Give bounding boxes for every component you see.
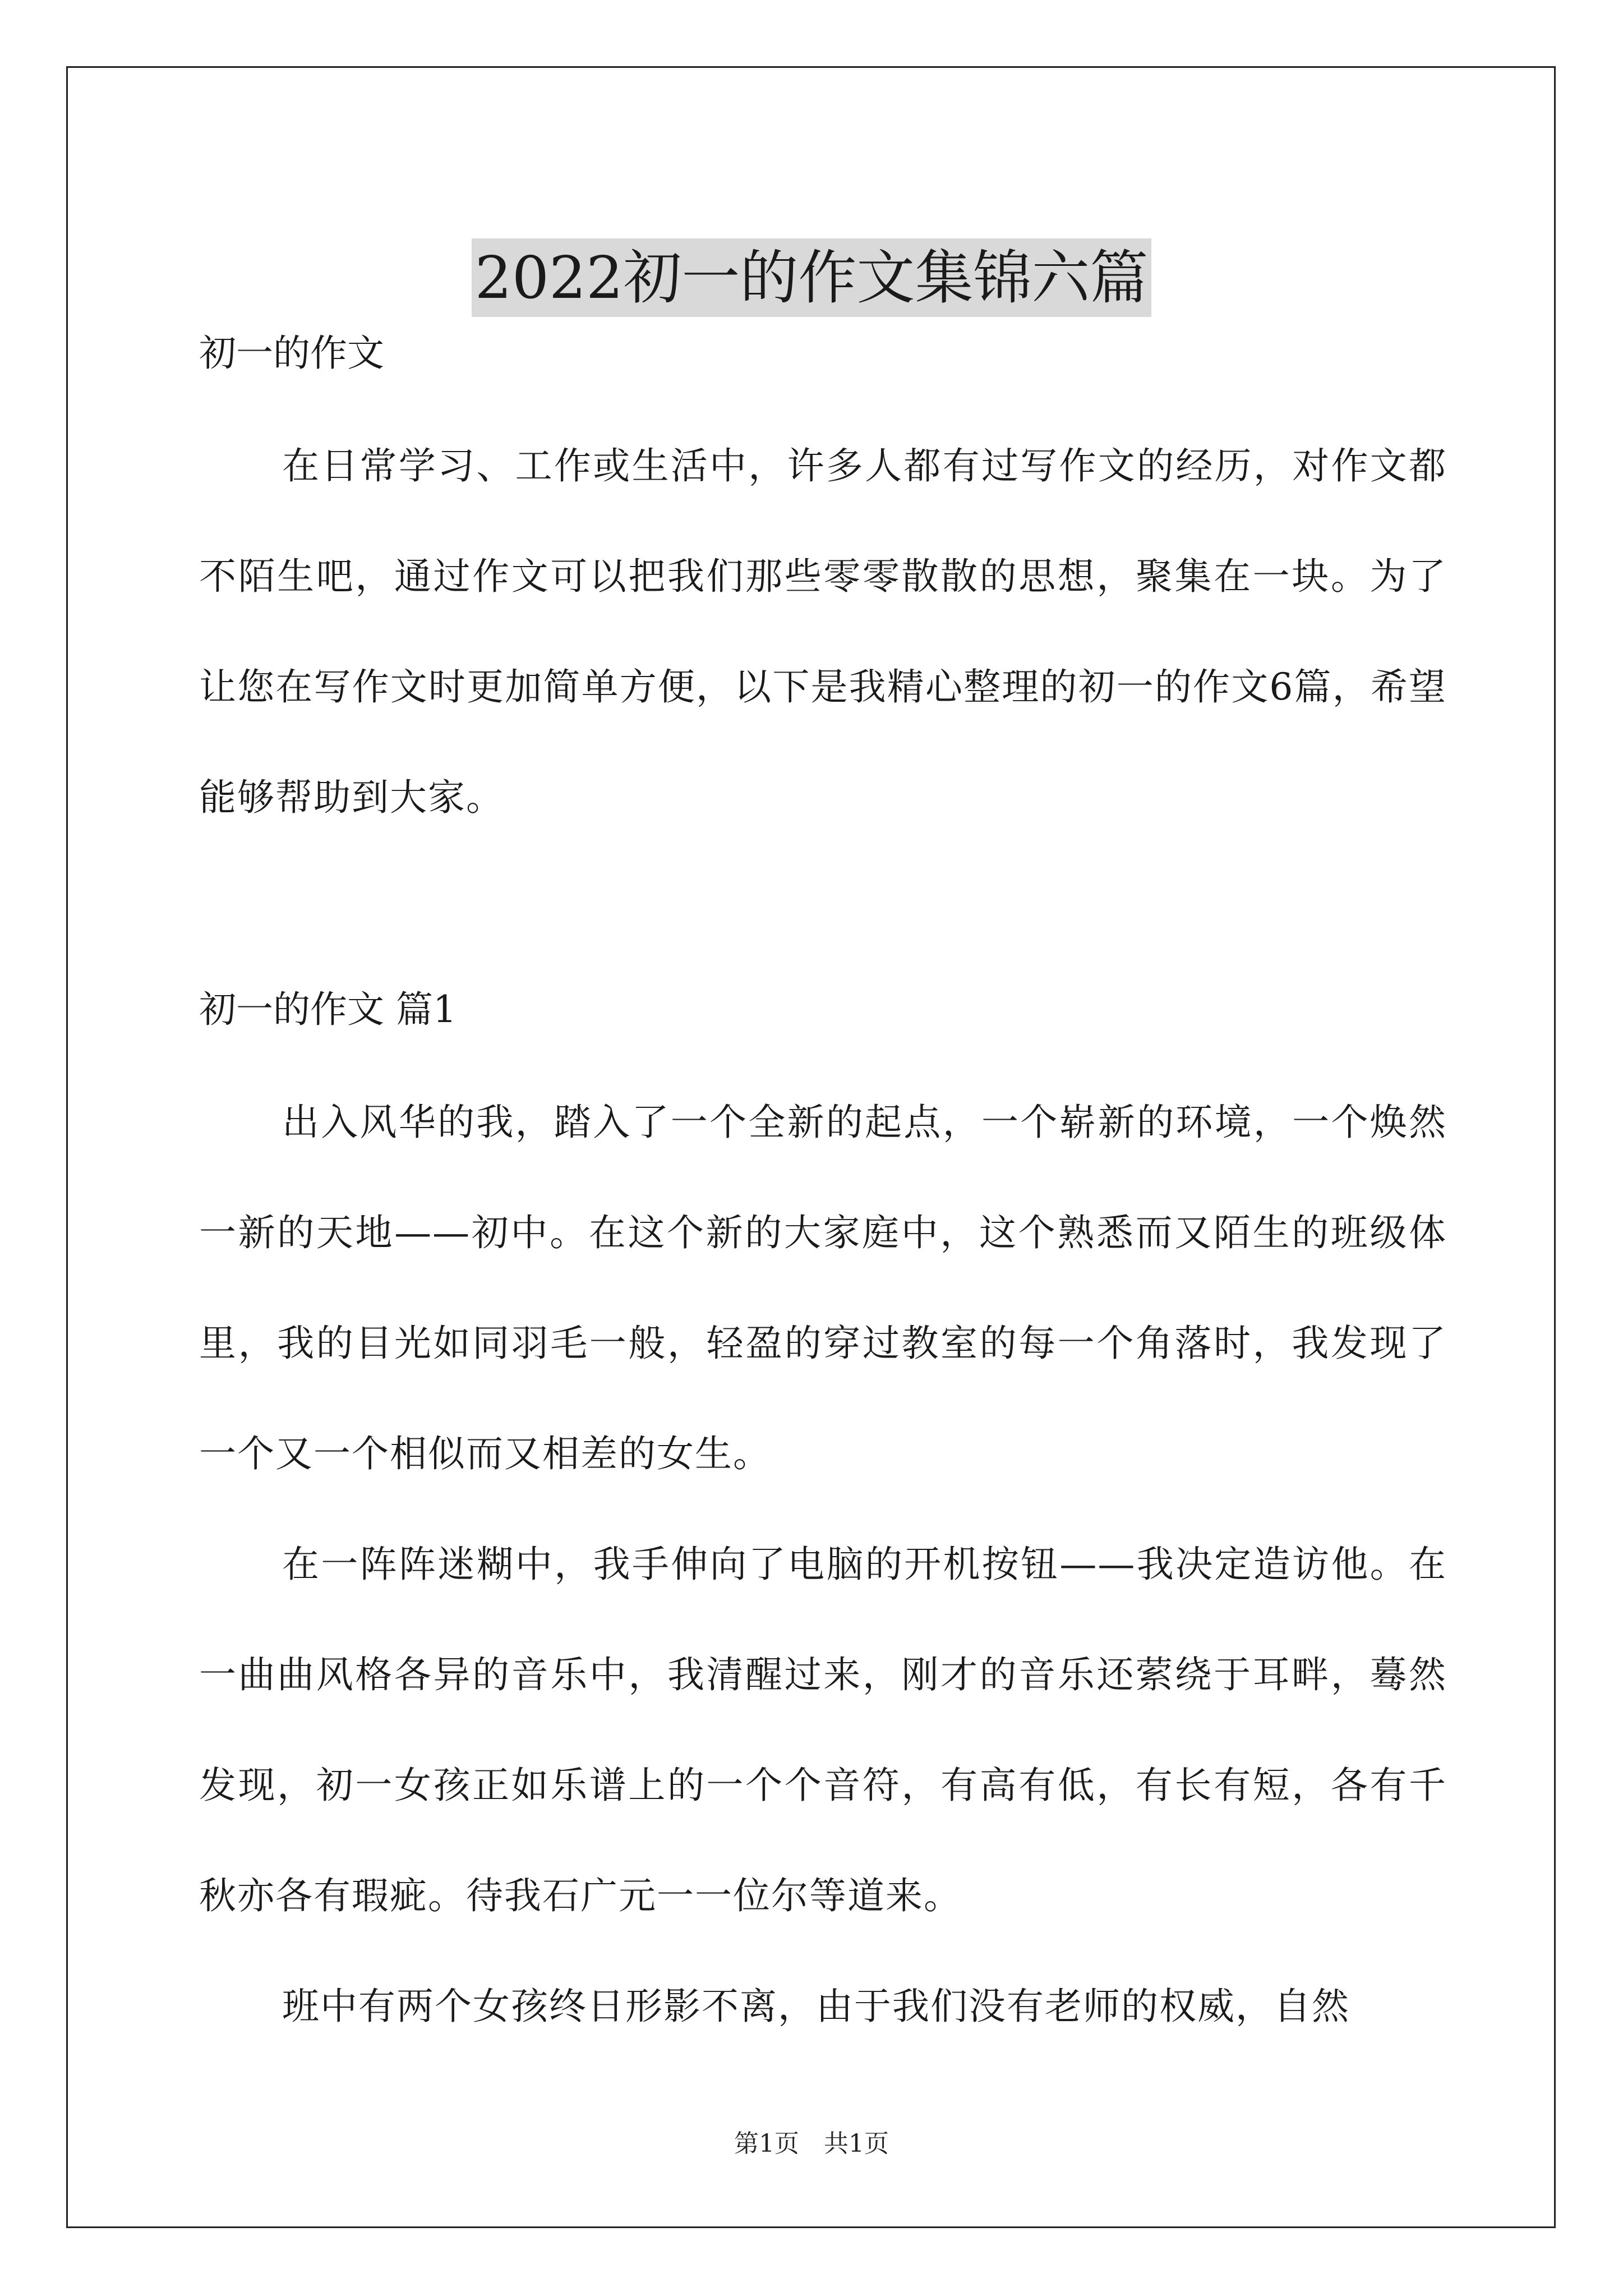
body-paragraph: 班中有两个女孩终日形影不离，由于我们没有老师的权威，自然: [282, 1985, 1350, 2028]
document-title: 2022初一的作文集锦六篇: [472, 238, 1152, 317]
section-heading: 初一的作文 篇1: [199, 988, 457, 1031]
intro-paragraph: 在日常学习、工作或生活中，许多人都有过写作文的经历，对作文都不陌生吧，通过作文可以把我们那些零零散散的思想，聚集在一块。为了让您在写作文时更加简单方便，以下是我精心整理的初一的作文6篇，希望能够帮助到大家。: [199, 444, 1447, 819]
intro-heading: 初一的作文: [199, 332, 384, 375]
body-paragraph: 出入风华的我，踏入了一个全新的起点，一个崭新的环境，一个焕然一新的天地——初中。在这个新的大家庭中，这个熟悉而又陌生的班级体里，我的目光如同羽毛一般，轻盈的穿过教室的每一个角落时，我发现了一个又一个相似而又相差的女生。: [199, 1101, 1447, 1475]
document-body: [199, 303, 1447, 2062]
page-number-footer: 第1页 共1页: [734, 2129, 889, 2158]
body-paragraph: 在一阵阵迷糊中，我手伸向了电脑的开机按钮——我决定造访他。在一曲曲风格各异的音乐中，我清醒过来，刚才的音乐还萦绕于耳畔，蓦然发现，初一女孩正如乐谱上的一个个音符，有高有低，有长有短，各有千秋亦各有瑕疵。待我石广元一一位尔等道来。: [199, 1543, 1447, 1917]
